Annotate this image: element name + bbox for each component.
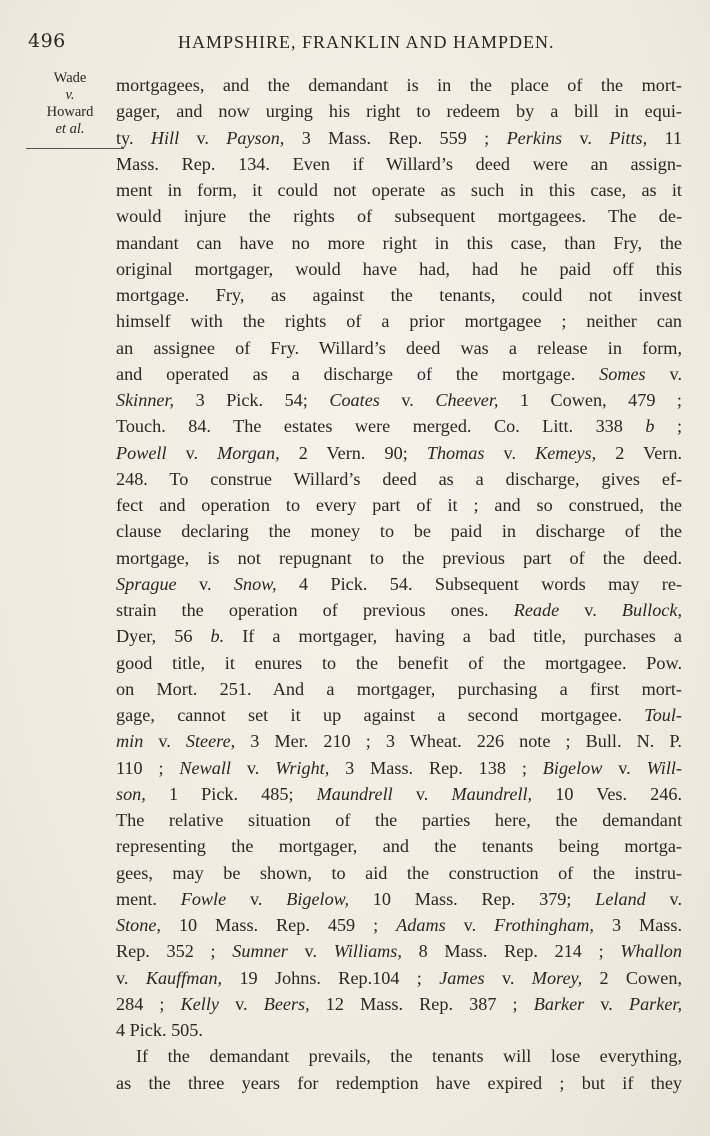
text-line (116, 413, 682, 439)
text-line (116, 545, 682, 571)
text-line (116, 335, 682, 361)
text-span: v. (645, 363, 682, 384)
text-span: v. (559, 600, 622, 620)
text-line (116, 728, 682, 754)
case-citation-italic: Beers, (263, 993, 310, 1014)
case-citation-italic: Fowle (180, 888, 227, 909)
text-span: 3 Mass. Rep. 138 ; (329, 757, 543, 778)
margin-note-line: Wade (53, 70, 87, 86)
text-span: v. (218, 993, 264, 1014)
text-span: Dyer, 56 (116, 626, 211, 647)
margin-rule (26, 148, 124, 149)
text-span: The relative situation of the parties here, the demandant (116, 810, 682, 830)
case-citation-italic: Kelly (180, 993, 219, 1014)
text-span: v. (116, 967, 146, 988)
text-span: strain the operation of previous ones. (116, 600, 514, 620)
text-span: v. (166, 442, 218, 463)
text-span: and operated as a discharge of the mortgage. (116, 363, 600, 384)
text-line (116, 623, 682, 649)
case-citation-italic: Whallon (620, 941, 682, 962)
case-citation-italic: Wright, (275, 757, 330, 778)
case-citation-italic: Snow, (233, 573, 277, 594)
text-line (116, 466, 682, 492)
margin-case-note (30, 70, 110, 138)
text-line (116, 1017, 682, 1043)
text-span: v. (179, 127, 227, 148)
text-span: Touch. 84. The estates were merged. Co. Litt. 338 (116, 416, 646, 437)
case-citation-italic: Bigelow (542, 757, 603, 778)
page-header (28, 30, 670, 60)
case-citation-italic: Barker (533, 993, 585, 1014)
text-span: clause declaring the money to be paid in discharge of the (116, 521, 682, 542)
case-citation-italic: Skinner, (116, 390, 175, 410)
text-line (116, 177, 682, 203)
case-citation-italic: b. (210, 626, 225, 647)
text-span: good title, it enures to the benefit of the mortgagee. Pow. (116, 652, 682, 673)
text-span: v. (392, 783, 452, 804)
text-span: original mortgager, would have had, had he paid off this (116, 258, 682, 279)
case-citation-italic: Adams (396, 915, 446, 935)
case-citation-italic: Coates (329, 390, 380, 410)
text-line (116, 781, 682, 807)
text-span: mandant can have no more right in this case, than Fry, the (116, 232, 682, 253)
case-citation-italic: Reade (513, 600, 560, 620)
text-line (116, 676, 682, 702)
text-span: himself with the rights of a prior mortgagee ; neither can (116, 311, 682, 332)
case-citation-italic: Payson, (226, 127, 285, 148)
text-span: If a mortgager, having a bad title, purchases a (224, 626, 682, 647)
text-line (116, 230, 682, 256)
text-span: ; (654, 416, 683, 437)
text-span: 2 Vern. (596, 442, 682, 463)
text-line (116, 492, 682, 518)
case-citation-italic: Maundrell, (451, 783, 533, 804)
text-span: 1 Cowen, 479 ; (498, 390, 682, 410)
text-span: representing the mortgager, and the tenants being mortga- (116, 836, 682, 857)
text-line (116, 597, 682, 623)
text-line (116, 72, 682, 98)
text-span: 12 Mass. Rep. 387 ; (309, 993, 534, 1014)
text-span: 110 ; (116, 757, 180, 778)
text-span: as the three years for redemption have expired ; but if they (116, 1072, 682, 1093)
text-span: 8 Mass. Rep. 214 ; (401, 941, 621, 962)
text-line (116, 518, 682, 544)
case-citation-italic: Hill (150, 127, 180, 148)
text-span: 2 Vern. 90; (279, 442, 427, 463)
page-number: 496 (28, 30, 66, 52)
text-line (116, 308, 682, 334)
case-citation-italic: Kemeys, (535, 442, 597, 463)
text-line (116, 938, 682, 964)
text-span: 4 Pick. 54. Subsequent words may re- (276, 573, 682, 594)
case-citation-italic: Kauffman, (145, 967, 223, 988)
text-span: ment. (116, 888, 181, 909)
case-citation-italic: Bigelow, (286, 888, 350, 909)
text-span: v. (645, 888, 683, 909)
text-line (116, 256, 682, 282)
text-span: v. (287, 941, 334, 962)
text-span: v. (445, 915, 495, 935)
text-span: v. (379, 390, 436, 410)
case-citation-italic: James (439, 967, 485, 988)
case-citation-italic: Parker, (628, 993, 683, 1014)
case-citation-italic: Thomas (426, 442, 485, 463)
text-span: 3 Mass. Rep. 559 ; (284, 127, 507, 148)
text-line (116, 387, 682, 413)
case-citation-italic: Somes (599, 363, 646, 384)
text-span: v. (143, 731, 186, 752)
case-citation-italic: Sumner (232, 941, 288, 962)
text-span: 248. To construe Willard’s deed as a discharge, gives ef- (116, 468, 682, 489)
case-citation-italic: Powell (116, 442, 167, 463)
text-span: mortgagees, and the demandant is in the place of the mort- (116, 75, 682, 95)
text-span: 284 ; (116, 993, 181, 1014)
text-line (116, 282, 682, 308)
case-citation-italic: Morgan, (217, 442, 280, 463)
margin-note-line: et al. (55, 121, 85, 137)
text-span: would injure the rights of subsequent mortgagees. The de- (116, 206, 682, 227)
text-span: 2 Cowen, (582, 967, 682, 988)
text-span: gage, cannot set it up against a second mortgagee. (116, 705, 645, 725)
case-citation-italic: Morey, (531, 967, 583, 988)
case-citation-italic: Sprague (116, 573, 177, 594)
text-line (116, 440, 682, 466)
case-citation-italic: Stone, (116, 915, 161, 935)
text-span: v. (584, 993, 629, 1014)
text-line (116, 755, 682, 781)
text-line (116, 833, 682, 859)
running-head: HAMPSHIRE, FRANKLIN AND HAMPDEN. (178, 32, 555, 52)
text-span: 4 Pick. 505. (116, 1020, 203, 1040)
case-citation-italic: Frothingham, (494, 915, 594, 935)
text-line (116, 860, 682, 886)
text-line (116, 361, 682, 387)
text-line (116, 98, 682, 124)
text-line (116, 1043, 682, 1069)
text-span: an assignee of Fry. Willard’s deed was a release in form, (116, 337, 682, 358)
text-line (116, 1070, 682, 1096)
text-span: v. (562, 127, 610, 148)
case-citation-italic: Newall (179, 757, 231, 778)
text-span: v. (230, 757, 276, 778)
body-text (116, 72, 682, 1096)
case-citation-italic: b (645, 416, 655, 437)
text-span: mortgage, is not repugnant to the previous part of the deed. (116, 547, 682, 568)
case-citation-italic: Williams, (333, 941, 402, 962)
text-span: 3 Mass. (593, 915, 682, 935)
text-span: 3 Pick. 54; (174, 390, 330, 410)
case-citation-italic: Steere, (185, 731, 236, 752)
margin-note-line: Howard (46, 104, 94, 120)
case-citation-italic: Leland (595, 888, 646, 909)
text-span: ty. (116, 127, 151, 148)
text-span: Mass. Rep. 134. Even if Willard’s deed were an assign- (116, 153, 682, 174)
text-span: v. (226, 888, 287, 909)
text-span: gager, and now urging his right to redeem by a bill in equi- (116, 101, 682, 122)
text-span: 11 (647, 127, 682, 148)
text-span: fect and operation to every part of it ; and so construed, the (116, 495, 682, 515)
text-span: 19 Johns. Rep.104 ; (222, 967, 440, 988)
text-span: on Mort. 251. And a mortgager, purchasing a first mort- (116, 678, 682, 699)
text-line (116, 203, 682, 229)
text-line (116, 125, 682, 151)
text-line (116, 571, 682, 597)
text-line (116, 965, 682, 991)
text-span: gees, may be shown, to aid the construction of the instru- (116, 862, 682, 883)
text-line (116, 650, 682, 676)
text-span: 1 Pick. 485; (145, 783, 317, 804)
case-citation-italic: min (116, 731, 144, 752)
text-span: 3 Mer. 210 ; 3 Wheat. 226 note ; Bull. N. P. (235, 731, 682, 752)
case-citation-italic: Maundrell (316, 783, 393, 804)
text-span: 10 Mass. Rep. 379; (349, 888, 596, 909)
case-citation-italic: Bullock, (621, 600, 682, 620)
text-span: v. (176, 573, 234, 594)
text-span: If the demandant prevails, the tenants will lose everything, (136, 1046, 682, 1067)
text-span: Rep. 352 ; (116, 941, 233, 962)
text-line (116, 702, 682, 728)
text-span: mortgage. Fry, as against the tenants, could not invest (116, 285, 682, 305)
text-span: 10 Mass. Rep. 459 ; (160, 915, 397, 935)
text-span: v. (484, 967, 532, 988)
text-span: 10 Ves. 246. (532, 783, 682, 804)
margin-note-line: v. (65, 87, 75, 103)
case-citation-italic: Perkins (506, 127, 563, 148)
text-span: v. (484, 442, 536, 463)
text-line (116, 912, 682, 938)
text-line (116, 151, 682, 177)
case-citation-italic: Toul- (644, 705, 682, 725)
case-citation-italic: Will- (646, 757, 682, 778)
text-span: v. (602, 757, 647, 778)
case-citation-italic: son, (116, 783, 146, 804)
text-span: ment in form, it could not operate as such in this case, as it (116, 180, 682, 200)
text-line (116, 886, 682, 912)
text-line (116, 807, 682, 833)
case-citation-italic: Pitts, (609, 127, 648, 148)
case-citation-italic: Cheever, (435, 390, 499, 410)
text-line (116, 991, 682, 1017)
